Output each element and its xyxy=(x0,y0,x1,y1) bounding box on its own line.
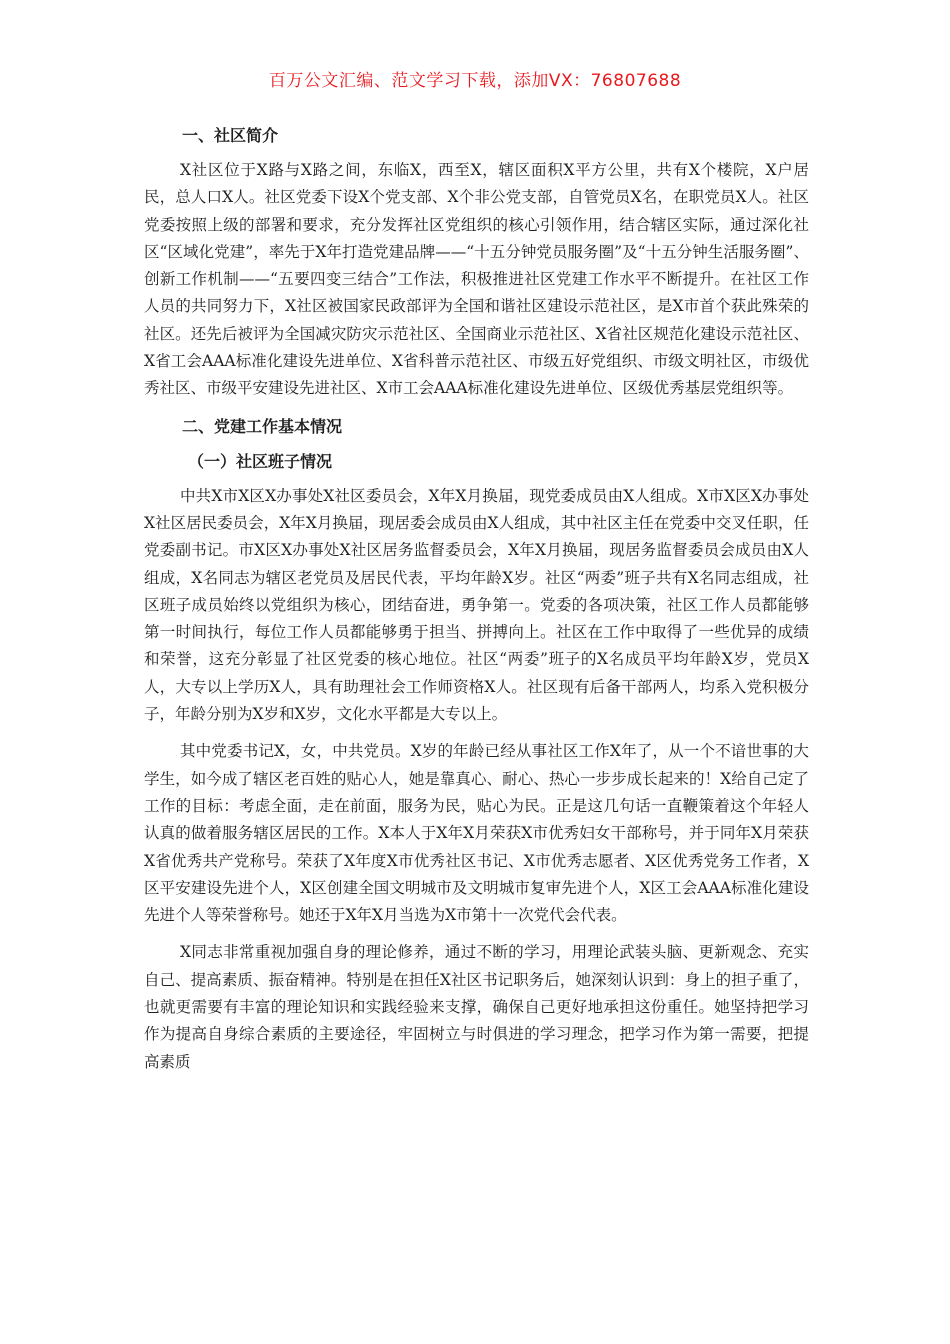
paragraph-community-intro: X社区位于X路与X路之间，东临X，西至X，辖区面积X平方公里，共有X个楼院，X户居民，总人口X人。社区党委下设X个党支部、X个非公党支部，自管党员X名，在职党员X人。社区党委按照上级的部署和要求，充分发挥社区党组织的核心引领作用，结合辖区实际，通过深化社区“区域化党建”，率先于X年打造党建品牌——“十五分钟党员服务圈”及“十五分钟生活服务圈”、创新工作机制——“五要四变三结合”工作法，积极推进社区党建工作水平不断提升。在社区工作人员的共同努力下，X社区被国家民政部评为全国和谐社区建设示范社区，是X市首个获此殊荣的社区。还先后被评为全国减灾防灾示范社区、全国商业示范社区、X省社区规范化建设示范社区、X省工会AAA标准化建设先进单位、X省科普示范社区、市级五好党组织、市级文明社区，市级优秀社区、市级平安建设先进社区、X市工会AAA标准化建设先进单位、区级优秀基层党组织等。 xyxy=(144,161,809,398)
document-body xyxy=(144,122,809,1076)
paragraph-leadership: 中共X市X区X办事处X社区委员会，X年X月换届，现党委成员由X人组成。X市X区X办事处X社区居民委员会，X年X月换届，现居委会成员由X人组成，其中社区主任在党委中交叉任职，任党委副书记。市X区X办事处X社区居务监督委员会，X年X月换届，现居务监督委员会成员由X人组成，X名同志为辖区老党员及居民代表，平均年龄X岁。社区“两委”班子共有X名同志组成，社区班子成员始终以党组织为核心，团结奋进，勇争第一。党委的各项决策，社区工作人员都能够第一时间执行，每位工作人员都能够勇于担当、拼搏向上。社区在工作中取得了一些优异的成绩和荣誉，这充分彰显了社区党委的核心地位。社区“两委”班子的X名成员平均年龄X岁，党员X人，大专以上学历X人，具有助理社会工作师资格X人。社区现有后备干部两人，均系入党积极分子，年龄分别为X岁和X岁，文化水平都是大专以上。 xyxy=(144,486,809,724)
paragraph-study: X同志非常重视加强自身的理论修养，通过不断的学习，用理论武装头脑、更新观念、充实自己、提高素质、振奋精神。特别是在担任X社区书记职务后，她深刻认识到：身上的担子重了，也就更需要有丰富的理论知识和实践经验来支撑，确保自己更好地承担这份重任。她坚持把学习作为提高自身综合素质的主要途径，牢固树立与时俱进的学习理念，把学习作为第一需要，把提高素质 xyxy=(144,943,809,1071)
watermark-banner: 百万公文汇编、范文学习下载，添加VX：76807688 xyxy=(268,71,682,91)
section-heading-community-intro: 一、社区简介 xyxy=(182,126,279,145)
subsection-heading-leadership: （一）社区班子情况 xyxy=(188,451,333,471)
paragraph-secretary: 其中党委书记X，女，中共党员。X岁的年龄已经从事社区工作X年了，从一个不谙世事的大学生，如今成了辖区老百姓的贴心人，她是靠真心、耐心、热心一步步成长起来的！X给自己定了工作的目标：考虑全面，走在前面，服务为民，贴心为民。正是这几句话一直鞭策着这个年轻人认真的做着服务辖区居民的工作。X本人于X年X月荣获X市优秀妇女干部称号，并于同年X月荣获X省优秀共产党称号。荣获了X年度X市优秀社区书记、X市优秀志愿者、X区优秀党务工作者，X区平安建设先进个人，X区创建全国文明城市及文明城市复审先进个人，X区工会AAA标准化建设先进个人等荣誉称号。她还于X年X月当选为X市第十一次党代会代表。 xyxy=(144,742,809,925)
section-heading-party-building: 二、党建工作基本情况 xyxy=(182,416,343,436)
